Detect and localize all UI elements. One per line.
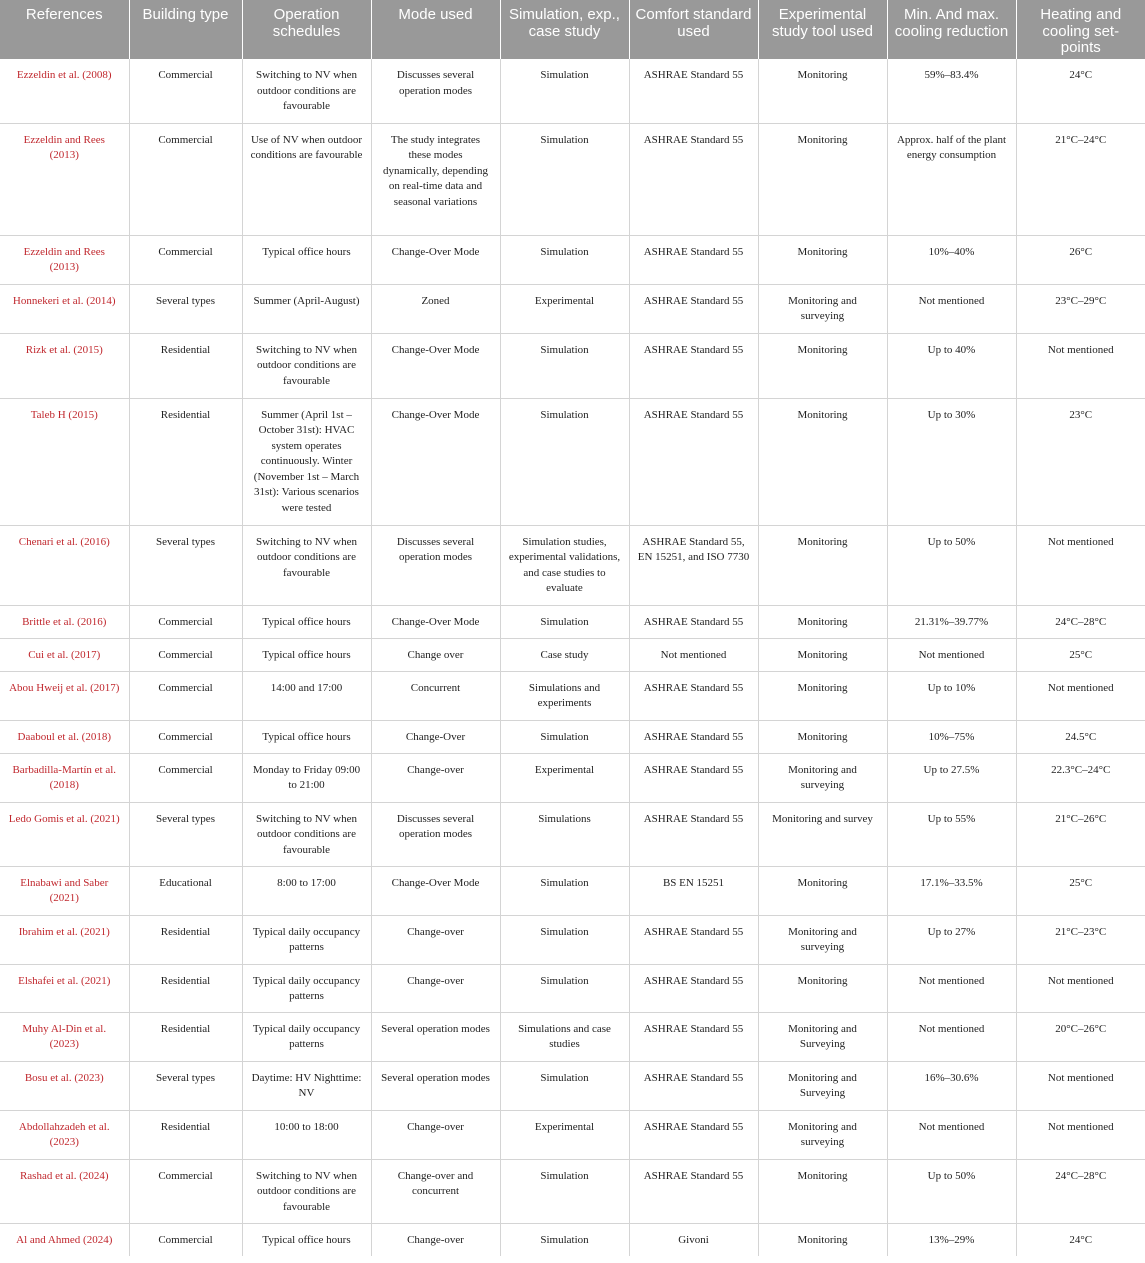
set-point-cell: Not mentioned — [1016, 1110, 1145, 1159]
tool-cell: Monitoring — [758, 605, 887, 638]
tool-cell: Monitoring — [758, 1223, 887, 1256]
mode-cell: Discusses several operation modes — [371, 59, 500, 123]
header-mode-used: Mode used — [371, 0, 500, 59]
building-type-cell: Residential — [129, 1110, 242, 1159]
cooling-reduction-cell: Up to 10% — [887, 671, 1016, 720]
study-type-cell: Case study — [500, 638, 629, 671]
building-type-cell: Commercial — [129, 605, 242, 638]
reference-cell[interactable]: Brittle et al. (2016) — [0, 605, 129, 638]
building-type-cell: Commercial — [129, 1159, 242, 1223]
table-row — [0, 1159, 1145, 1223]
header-row — [0, 0, 1145, 59]
tool-cell: Monitoring — [758, 866, 887, 915]
cooling-reduction-cell: Not mentioned — [887, 1012, 1016, 1061]
cooling-reduction-cell: Not mentioned — [887, 1110, 1016, 1159]
tool-cell: Monitoring — [758, 1159, 887, 1223]
comfort-standard-cell: ASHRAE Standard 55 — [629, 284, 758, 333]
set-point-cell: 20°C–26°C — [1016, 1012, 1145, 1061]
tool-cell: Monitoring — [758, 525, 887, 605]
study-type-cell: Simulation — [500, 398, 629, 525]
study-type-cell: Simulation — [500, 866, 629, 915]
study-type-cell: Simulation — [500, 720, 629, 753]
cooling-reduction-cell: Not mentioned — [887, 284, 1016, 333]
schedule-cell: 10:00 to 18:00 — [242, 1110, 371, 1159]
schedule-cell: Typical office hours — [242, 605, 371, 638]
building-type-cell: Commercial — [129, 753, 242, 802]
reference-cell[interactable]: Taleb H (2015) — [0, 398, 129, 525]
building-type-cell: Several types — [129, 284, 242, 333]
schedule-cell: Typical daily occupancy patterns — [242, 964, 371, 1012]
header-building-type: Building type — [129, 0, 242, 59]
schedule-cell: Monday to Friday 09:00 to 21:00 — [242, 753, 371, 802]
reference-cell[interactable]: Ezzeldin et al. (2008) — [0, 59, 129, 123]
reference-cell[interactable]: Rashad et al. (2024) — [0, 1159, 129, 1223]
set-point-cell: 26°C — [1016, 235, 1145, 284]
header-references: References — [0, 0, 129, 59]
mode-cell: Change-Over Mode — [371, 398, 500, 525]
cooling-reduction-cell: Up to 40% — [887, 333, 1016, 398]
cooling-reduction-cell: Not mentioned — [887, 638, 1016, 671]
set-point-cell: Not mentioned — [1016, 964, 1145, 1012]
mode-cell: Several operation modes — [371, 1012, 500, 1061]
reference-cell[interactable]: Elnabawi and Saber (2021) — [0, 866, 129, 915]
reference-cell[interactable]: Daaboul et al. (2018) — [0, 720, 129, 753]
schedule-cell: Switching to NV when outdoor conditions are favourable — [242, 525, 371, 605]
mode-cell: Discusses several operation modes — [371, 525, 500, 605]
study-type-cell: Simulation — [500, 123, 629, 235]
tool-cell: Monitoring — [758, 964, 887, 1012]
comfort-standard-cell: ASHRAE Standard 55 — [629, 59, 758, 123]
building-type-cell: Residential — [129, 1012, 242, 1061]
set-point-cell: 23°C — [1016, 398, 1145, 525]
tool-cell: Monitoring — [758, 720, 887, 753]
cooling-reduction-cell: 10%–75% — [887, 720, 1016, 753]
comfort-standard-cell: ASHRAE Standard 55 — [629, 753, 758, 802]
study-type-cell: Simulation — [500, 964, 629, 1012]
study-type-cell: Simulation studies, experimental validations, and case studies to evaluate — [500, 525, 629, 605]
mode-cell: Change-over — [371, 915, 500, 964]
comfort-standard-cell: ASHRAE Standard 55 — [629, 235, 758, 284]
mode-cell: Change-Over Mode — [371, 866, 500, 915]
comfort-standard-cell: Not mentioned — [629, 638, 758, 671]
table-row — [0, 1110, 1145, 1159]
mode-cell: Change-over — [371, 753, 500, 802]
reference-cell[interactable]: Honnekeri et al. (2014) — [0, 284, 129, 333]
set-point-cell: 24.5°C — [1016, 720, 1145, 753]
table-row — [0, 638, 1145, 671]
tool-cell: Monitoring — [758, 123, 887, 235]
study-type-cell: Simulation — [500, 1223, 629, 1256]
tool-cell: Monitoring and survey — [758, 802, 887, 866]
set-point-cell: 21°C–26°C — [1016, 802, 1145, 866]
tool-cell: Monitoring — [758, 671, 887, 720]
schedule-cell: Switching to NV when outdoor conditions are favourable — [242, 1159, 371, 1223]
schedule-cell: Summer (April-August) — [242, 284, 371, 333]
table-row — [0, 398, 1145, 525]
reference-cell[interactable]: Barbadilla-Martín et al. (2018) — [0, 753, 129, 802]
mode-cell: Change over — [371, 638, 500, 671]
cooling-reduction-cell: Up to 50% — [887, 1159, 1016, 1223]
table-row — [0, 802, 1145, 866]
study-type-cell: Simulations and case studies — [500, 1012, 629, 1061]
building-type-cell: Commercial — [129, 59, 242, 123]
table-body — [0, 59, 1145, 1256]
tool-cell: Monitoring and Surveying — [758, 1012, 887, 1061]
building-type-cell: Residential — [129, 398, 242, 525]
reference-cell[interactable]: Al and Ahmed (2024) — [0, 1223, 129, 1256]
set-point-cell: Not mentioned — [1016, 1061, 1145, 1110]
reference-cell[interactable]: Abou Hweij et al. (2017) — [0, 671, 129, 720]
reference-cell[interactable]: Cui et al. (2017) — [0, 638, 129, 671]
set-point-cell: 25°C — [1016, 638, 1145, 671]
header-study-type: Simulation, exp., case study — [500, 0, 629, 59]
table-row — [0, 964, 1145, 1012]
comfort-standard-cell: ASHRAE Standard 55 — [629, 964, 758, 1012]
set-point-cell: 24°C–28°C — [1016, 605, 1145, 638]
table-row — [0, 915, 1145, 964]
mode-cell: The study integrates these modes dynamically, depending on real-time data and seasonal variations — [371, 123, 500, 235]
schedule-cell: Typical office hours — [242, 1223, 371, 1256]
building-type-cell: Commercial — [129, 720, 242, 753]
schedule-cell: Typical office hours — [242, 235, 371, 284]
tool-cell: Monitoring and Surveying — [758, 1061, 887, 1110]
schedule-cell: Typical office hours — [242, 720, 371, 753]
building-type-cell: Commercial — [129, 638, 242, 671]
cooling-reduction-cell: Not mentioned — [887, 964, 1016, 1012]
tool-cell: Monitoring — [758, 333, 887, 398]
schedule-cell: Typical office hours — [242, 638, 371, 671]
set-point-cell: 21°C–23°C — [1016, 915, 1145, 964]
building-type-cell: Residential — [129, 915, 242, 964]
comfort-standard-cell: Givoni — [629, 1223, 758, 1256]
header-experimental-tool: Experimental study tool used — [758, 0, 887, 59]
cooling-reduction-cell: Up to 30% — [887, 398, 1016, 525]
comfort-standard-cell: BS EN 15251 — [629, 866, 758, 915]
building-type-cell: Several types — [129, 802, 242, 866]
mode-cell: Change-Over — [371, 720, 500, 753]
table-row — [0, 671, 1145, 720]
cooling-reduction-cell: 16%–30.6% — [887, 1061, 1016, 1110]
study-type-cell: Simulations — [500, 802, 629, 866]
comfort-standard-cell: ASHRAE Standard 55 — [629, 333, 758, 398]
cooling-reduction-cell: 21.31%–39.77% — [887, 605, 1016, 638]
mode-cell: Change-Over Mode — [371, 333, 500, 398]
table-row — [0, 1012, 1145, 1061]
reference-cell[interactable]: Ledo Gomis et al. (2021) — [0, 802, 129, 866]
study-type-cell: Simulation — [500, 915, 629, 964]
building-type-cell: Commercial — [129, 671, 242, 720]
table-row — [0, 333, 1145, 398]
set-point-cell: 24°C — [1069, 1233, 1093, 1246]
comfort-standard-cell: ASHRAE Standard 55 — [629, 1110, 758, 1159]
cooling-reduction-cell: Up to 27% — [887, 915, 1016, 964]
table-row — [0, 1223, 1145, 1256]
set-point-cell: Not mentioned — [1016, 525, 1145, 605]
cooling-reduction-cell: Up to 27.5% — [887, 753, 1016, 802]
building-type-cell: Residential — [129, 333, 242, 398]
tool-cell: Monitoring and surveying — [758, 284, 887, 333]
table-row — [0, 235, 1145, 284]
table-row — [0, 123, 1145, 235]
study-type-cell: Simulation — [500, 1159, 629, 1223]
comfort-standard-cell: ASHRAE Standard 55 — [629, 1012, 758, 1061]
table-row — [0, 753, 1145, 802]
table-row — [0, 284, 1145, 333]
schedule-cell: Switching to NV when outdoor conditions are favourable — [242, 802, 371, 866]
set-point-cell: 21°C–24°C — [1016, 123, 1145, 235]
comfort-standard-cell: ASHRAE Standard 55 — [629, 1061, 758, 1110]
building-type-cell: Residential — [129, 964, 242, 1012]
schedule-cell: 8:00 to 17:00 — [242, 866, 371, 915]
mode-cell: Change-over and concurrent — [371, 1159, 500, 1223]
comfort-standard-cell: ASHRAE Standard 55 — [629, 123, 758, 235]
tool-cell: Monitoring — [758, 59, 887, 123]
set-point-cell: 25°C — [1016, 866, 1145, 915]
building-type-cell: Several types — [129, 1061, 242, 1110]
mode-cell: Concurrent — [371, 671, 500, 720]
comfort-standard-cell: ASHRAE Standard 55 — [629, 1159, 758, 1223]
cooling-reduction-cell: 10%–40% — [887, 235, 1016, 284]
mode-cell: Change-Over Mode — [371, 605, 500, 638]
study-type-cell: Experimental — [500, 284, 629, 333]
building-type-cell: Commercial — [129, 1223, 242, 1256]
comfort-standard-cell: ASHRAE Standard 55 — [629, 398, 758, 525]
tool-cell: Monitoring — [758, 638, 887, 671]
reference-cell[interactable]: Bosu et al. (2023) — [0, 1061, 129, 1110]
mode-cell: Change-over — [371, 1223, 500, 1256]
cooling-reduction-cell: 17.1%–33.5% — [887, 866, 1016, 915]
study-type-cell: Experimental — [500, 1110, 629, 1159]
cooling-reduction-cell: Approx. half of the plant energy consumption — [887, 123, 1016, 235]
comfort-standard-cell: ASHRAE Standard 55 — [629, 802, 758, 866]
study-type-cell: Simulation — [500, 59, 629, 123]
reference-cell[interactable]: Ezzeldin and Rees (2013) — [0, 123, 129, 235]
set-point-cell: 22.3°C–24°C — [1016, 753, 1145, 802]
building-type-cell: Commercial — [129, 235, 242, 284]
table-row — [0, 525, 1145, 605]
set-point-cell: Not mentioned — [1016, 333, 1145, 398]
mode-cell: Zoned — [371, 284, 500, 333]
schedule-cell: 14:00 and 17:00 — [242, 671, 371, 720]
tool-cell: Monitoring — [758, 398, 887, 525]
reference-cell[interactable]: Chenari et al. (2016) — [0, 525, 129, 605]
building-type-cell: Several types — [129, 525, 242, 605]
mode-cell: Discusses several operation modes — [371, 802, 500, 866]
study-type-cell: Simulation — [500, 235, 629, 284]
reference-cell[interactable]: Ezzeldin and Rees (2013) — [0, 235, 129, 284]
study-type-cell: Simulation — [500, 1061, 629, 1110]
tool-cell: Monitoring — [758, 235, 887, 284]
cooling-reduction-cell: Up to 55% — [887, 802, 1016, 866]
comfort-standard-cell: ASHRAE Standard 55 — [629, 605, 758, 638]
header-cooling-reduction: Min. And max. cooling reduction — [887, 0, 1016, 59]
cooling-reduction-cell: Up to 50% — [887, 525, 1016, 605]
set-point-cell: 24°C–28°C — [1016, 1159, 1145, 1223]
mode-cell: Change-over — [371, 1110, 500, 1159]
study-type-cell: Simulation — [500, 605, 629, 638]
tool-cell: Monitoring and surveying — [758, 1110, 887, 1159]
comfort-standard-cell: ASHRAE Standard 55 — [629, 915, 758, 964]
building-type-cell: Commercial — [129, 123, 242, 235]
mode-cell: Several operation modes — [371, 1061, 500, 1110]
table-row — [0, 59, 1145, 123]
tool-cell: Monitoring and surveying — [758, 915, 887, 964]
set-point-cell: 24°C — [1016, 59, 1145, 123]
reference-cell[interactable]: Rizk et al. (2015) — [0, 333, 129, 398]
header-operation-schedules: Operation schedules — [242, 0, 371, 59]
schedule-cell: Summer (April 1st – October 31st): HVAC system operates continuously. Winter (November 1st – March 31st): Various scenarios were tested — [242, 398, 371, 525]
schedule-cell: Typical daily occupancy patterns — [242, 915, 371, 964]
table-row — [0, 605, 1145, 638]
schedule-cell: Typical daily occupancy patterns — [242, 1012, 371, 1061]
reference-cell[interactable]: Ibrahim et al. (2021) — [0, 915, 129, 964]
schedule-cell: Daytime: HV Nighttime: NV — [242, 1061, 371, 1110]
schedule-cell: Switching to NV when outdoor conditions are favourable — [242, 333, 371, 398]
schedule-cell: Switching to NV when outdoor conditions are favourable — [242, 59, 371, 123]
mode-cell: Change-Over Mode — [371, 235, 500, 284]
set-point-cell: 23°C–29°C — [1016, 284, 1145, 333]
set-point-cell: Not mentioned — [1016, 671, 1145, 720]
comfort-standard-cell: ASHRAE Standard 55 — [629, 720, 758, 753]
table-row — [0, 866, 1145, 915]
cooling-reduction-cell: 13%–29% — [887, 1223, 1016, 1256]
header-comfort-standard: Comfort standard used — [629, 0, 758, 59]
study-type-cell: Experimental — [500, 753, 629, 802]
reference-cell[interactable]: Abdollahzadeh et al. (2023) — [0, 1110, 129, 1159]
mode-cell: Change-over — [371, 964, 500, 1012]
reference-cell[interactable]: Elshafei et al. (2021) — [0, 964, 129, 1012]
cooling-reduction-cell: 59%–83.4% — [887, 59, 1016, 123]
table-row — [0, 720, 1145, 753]
table-header — [0, 0, 1145, 59]
comfort-standard-cell: ASHRAE Standard 55 — [629, 671, 758, 720]
tool-cell: Monitoring and surveying — [758, 753, 887, 802]
study-type-cell: Simulations and experiments — [500, 671, 629, 720]
table-row — [0, 1061, 1145, 1110]
reference-cell[interactable]: Muhy Al-Din et al. (2023) — [0, 1012, 129, 1061]
comfort-standard-cell: ASHRAE Standard 55, EN 15251, and ISO 7730 — [629, 525, 758, 605]
header-set-points: Heating and cooling set-points — [1016, 0, 1145, 59]
study-type-cell: Simulation — [500, 333, 629, 398]
schedule-cell: Use of NV when outdoor conditions are favourable — [242, 123, 371, 235]
building-type-cell: Educational — [129, 866, 242, 915]
